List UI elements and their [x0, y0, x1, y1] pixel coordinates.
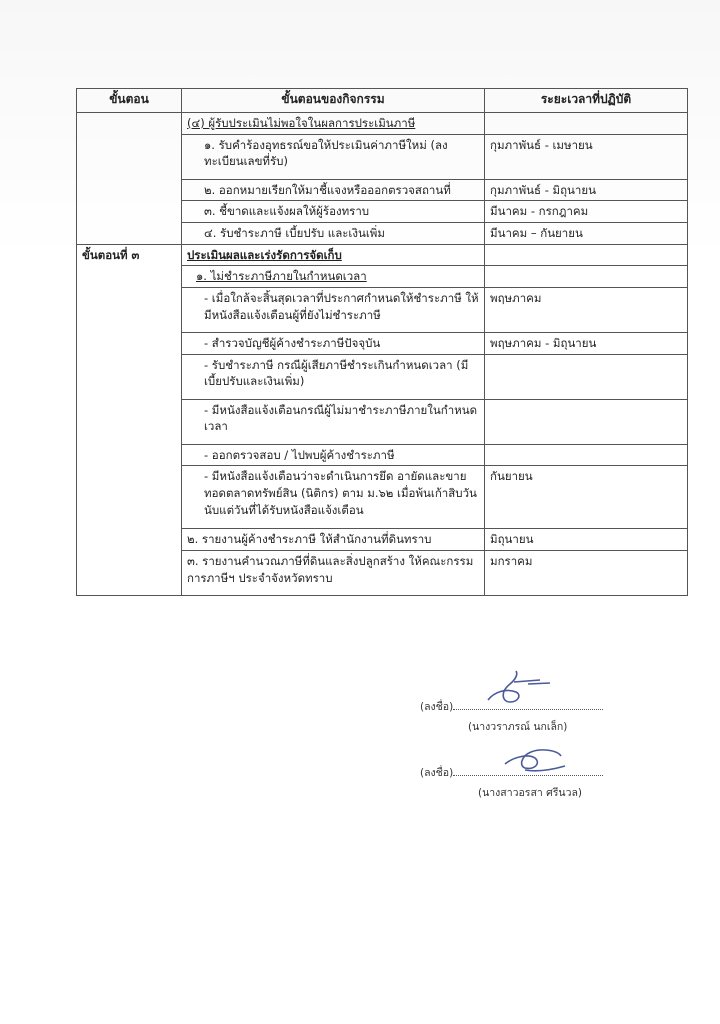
activity-cell: ๑. ไม่ชำระภาษีภายในกำหนดเวลา — [182, 266, 485, 288]
signer-name-2: (นางสาวอรสา ศรีนวล) — [478, 787, 582, 799]
signature-line-2: (ลงชื่อ) — [420, 764, 603, 781]
period-cell: พฤษภาคม — [485, 288, 688, 333]
activity-cell: - ออกตรวจสอบ / ไปพบผู้ค้างชำระภาษี — [182, 444, 485, 466]
step-cell-empty — [77, 113, 182, 245]
activity-cell: - สำรวจบัญชีผู้ค้างชำระภาษีปัจจุบัน — [182, 333, 485, 355]
signature-line-1: (ลงชื่อ) — [420, 698, 603, 715]
activity-cell: - มีหนังสือแจ้งเตือนว่าจะดำเนินการยึด อายัดและขายทอดตลาดทรัพย์สิน (นิติกร) ตาม ม.๖๒ เมื่อพ้นเก้าสิบวันนับแต่วันที่ได้รับหนังสือแจ้งเตือน — [182, 466, 485, 529]
header-step: ขั้นตอน — [77, 89, 182, 113]
activity-cell: (๔) ผู้รับประเมินไม่พอใจในผลการประเมินภาษี — [182, 113, 485, 135]
activity-cell: ประเมินผลและเร่งรัดการจัดเก็บ — [182, 244, 485, 266]
period-cell — [485, 113, 688, 135]
table-row — [77, 113, 688, 135]
signer-name-1: (นางวราภรณ์ นกเล็ก) — [468, 721, 568, 733]
period-cell — [485, 444, 688, 466]
period-cell: มีนาคม – กันยายน — [485, 223, 688, 245]
period-cell — [485, 354, 688, 399]
period-cell: พฤษภาคม - มิถุนายน — [485, 333, 688, 355]
period-cell: มกราคม — [485, 551, 688, 596]
activity-cell: ๓. รายงานคำนวณภาษีที่ดินและสิ่งปลูกสร้าง ให้คณะกรรมการภาษีฯ ประจำจังหวัดทราบ — [182, 551, 485, 596]
header-activity: ขั้นตอนของกิจกรรม — [182, 89, 485, 113]
period-cell — [485, 266, 688, 288]
activity-cell: ๑. รับคำร้องอุทธรณ์ขอให้ประเมินค่าภาษีใหม่ (ลงทะเบียนเลขที่รับ) — [182, 134, 485, 179]
period-cell: มีนาคม - กรกฎาคม — [485, 201, 688, 223]
period-cell — [485, 244, 688, 266]
activity-cell: ๔. รับชำระภาษี เบี้ยปรับ และเงินเพิ่ม — [182, 223, 485, 245]
header-period: ระยะเวลาที่ปฏิบัติ — [485, 89, 688, 113]
activity-table — [76, 88, 688, 596]
period-cell: กันยายน — [485, 466, 688, 529]
activity-cell: ๒. รายงานผู้ค้างชำระภาษี ให้สำนักงานที่ดินทราบ — [182, 529, 485, 551]
activity-cell: - เมื่อใกล้จะสิ้นสุดเวลาที่ประกาศกำหนดให้ชำระภาษี ให้มีหนังสือแจ้งเตือนผู้ที่ยังไม่ชำระภาษี — [182, 288, 485, 333]
activity-cell: - มีหนังสือแจ้งเตือนกรณีผู้ไม่มาชำระภาษีภายในกำหนดเวลา — [182, 399, 485, 444]
activity-cell: ๒. ออกหมายเรียกให้มาชี้แจงหรือออกตรวจสถานที่ — [182, 179, 485, 201]
period-cell — [485, 399, 688, 444]
period-cell: กุมภาพันธ์ - เมษายน — [485, 134, 688, 179]
period-cell: มิถุนายน — [485, 529, 688, 551]
step-label: ขั้นตอนที่ ๓ — [77, 244, 182, 595]
table-header-row — [77, 89, 688, 113]
activity-cell: ๓. ชี้ขาดและแจ้งผลให้ผู้ร้องทราบ — [182, 201, 485, 223]
period-cell: กุมภาพันธ์ - มิถุนายน — [485, 179, 688, 201]
activity-cell: - รับชำระภาษี กรณีผู้เสียภาษีชำระเกินกำหนดเวลา (มีเบี้ยปรับและเงินเพิ่ม) — [182, 354, 485, 399]
table-row — [77, 244, 688, 266]
